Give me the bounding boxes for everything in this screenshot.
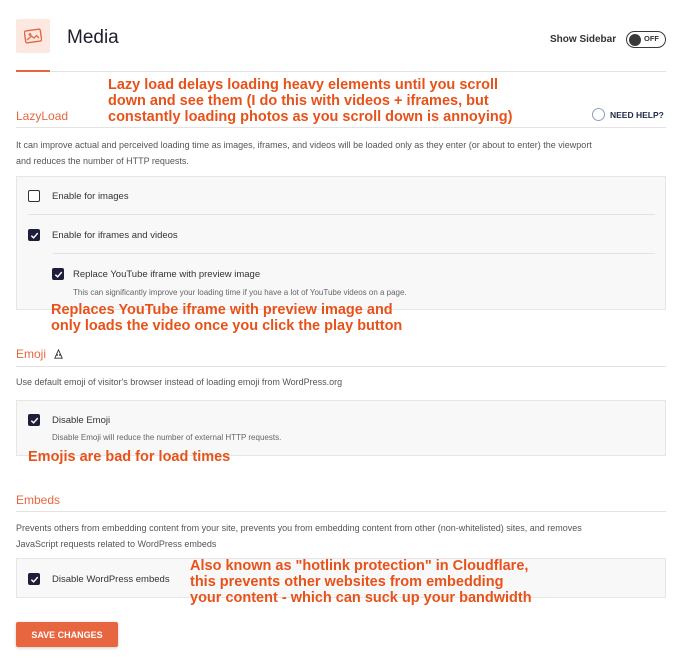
save-changes-button[interactable]: SAVE CHANGES — [16, 622, 118, 647]
annotation-line: only loads the video once you click the play button — [51, 318, 403, 334]
disable-emoji-checkbox[interactable] — [28, 414, 40, 426]
iframes-checkbox[interactable] — [28, 229, 40, 241]
option-youtube[interactable] — [52, 268, 260, 280]
iframes-label: Enable for iframes and videos — [52, 229, 178, 241]
disable-embeds-checkbox[interactable] — [28, 573, 40, 585]
youtube-label: Replace YouTube iframe with preview image — [73, 268, 261, 280]
toggle-knob — [629, 34, 641, 46]
show-sidebar-label: Show Sidebar — [550, 34, 617, 45]
option-disable-emoji[interactable] — [28, 414, 110, 426]
option-disable-embeds[interactable] — [28, 573, 170, 585]
disable-emoji-label: Disable Emoji — [52, 414, 111, 426]
lazyload-description — [16, 137, 671, 169]
youtube-annotation — [51, 302, 402, 334]
lazyload-annotation — [108, 77, 512, 125]
option-images[interactable] — [28, 190, 129, 202]
embeds-divider — [16, 511, 666, 512]
desc-line: It can improve actual and perceived loading time as images, iframes, and videos will be loaded only as they enter (or about to enter) the viewport — [16, 140, 592, 150]
option-divider — [53, 253, 655, 254]
emoji-heading — [16, 347, 65, 361]
youtube-help-text: This can significantly improve your loading time if you have a lot of YouTube videos on a page. — [73, 288, 407, 297]
annotation-line: Lazy load delays loading heavy elements until you scroll — [108, 77, 499, 93]
desc-line: and reduces the number of HTTP requests. — [16, 156, 189, 166]
embeds-heading: Embeds — [16, 493, 61, 507]
images-checkbox[interactable] — [28, 190, 40, 202]
check-icon — [30, 416, 39, 425]
embeds-description — [16, 520, 671, 552]
check-icon — [54, 270, 63, 279]
annotation-line: your content - which can suck up your bandwidth — [190, 590, 532, 606]
lazyload-heading: LazyLoad — [16, 109, 69, 123]
desc-line: JavaScript requests related to WordPress embeds — [16, 539, 217, 549]
header-divider — [16, 71, 666, 72]
images-label: Enable for images — [52, 190, 129, 202]
option-iframes[interactable] — [28, 229, 178, 241]
media-icon — [16, 19, 50, 53]
emoji-title: Emoji — [16, 347, 47, 361]
page-title: Media — [67, 27, 119, 48]
check-icon — [30, 231, 39, 240]
youtube-checkbox[interactable] — [52, 268, 64, 280]
disable-embeds-label: Disable WordPress embeds — [52, 573, 170, 585]
lazyload-divider — [16, 127, 666, 128]
toggle-state: OFF — [644, 34, 659, 43]
need-help-link[interactable] — [592, 108, 664, 121]
emoji-annotation: Emojis are bad for load times — [28, 449, 231, 465]
annotation-line: this prevents other websites from embedding — [190, 574, 504, 590]
help-icon — [592, 108, 605, 121]
embeds-annotation — [190, 558, 532, 606]
option-divider — [28, 214, 655, 215]
emoji-description: Use default emoji of visitor's browser instead of loading emoji from WordPress.org — [16, 377, 343, 387]
annotation-line: down and see them (I do this with videos + iframes, but — [108, 93, 489, 109]
desc-line: Prevents others from embedding content from your site, prevents you from embedding content from other (non-whitelisted) sites, and removes — [16, 523, 582, 533]
emoji-options — [16, 400, 666, 456]
annotation-line: Also known as "hotlink protection" in Cloudflare, — [190, 558, 529, 574]
check-icon — [30, 575, 39, 584]
show-sidebar-toggle[interactable] — [626, 31, 666, 48]
header-accent — [16, 70, 50, 72]
disable-emoji-help: Disable Emoji will reduce the number of external HTTP requests. — [52, 433, 282, 442]
need-help-label: NEED HELP? — [610, 109, 664, 120]
emoji-divider — [16, 366, 666, 367]
annotation-line: Replaces YouTube iframe with preview image and — [51, 302, 393, 318]
annotation-line: constantly loading photos as you scroll down is annoying) — [108, 109, 513, 125]
emoji-icon — [52, 348, 65, 361]
